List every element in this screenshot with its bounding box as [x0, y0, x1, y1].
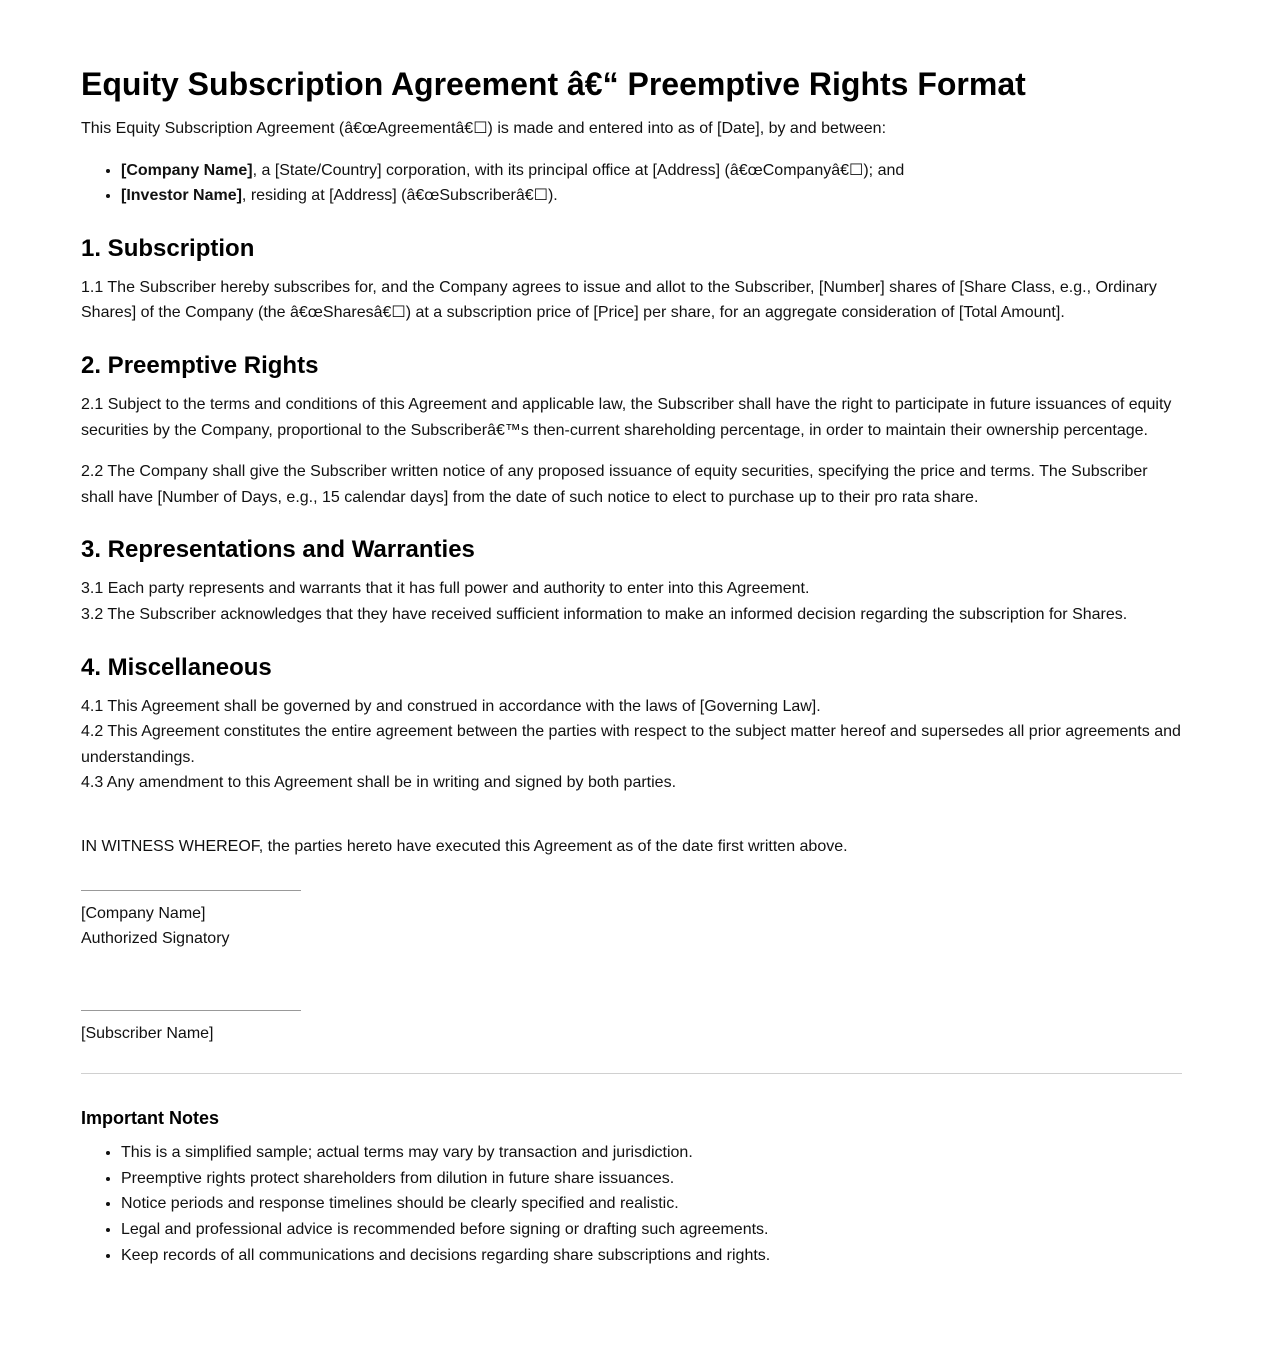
- clause-3-2: 3.2 The Subscriber acknowledges that they have received sufficient information to make an informed decision regarding the subscription for Shares.: [81, 605, 1128, 623]
- section-representations: [81, 534, 1182, 627]
- section-heading-subscription: 1. Subscription: [81, 234, 255, 262]
- note-item: • Keep records of all communications and decisions regarding share subscriptions and rights.: [121, 1243, 1182, 1269]
- clause-3-1: 3.1 Each party represents and warrants that it has full power and authority to enter into this Agreement.: [81, 580, 810, 598]
- party-company-details: , a [State/Country] corporation, with its principal office at [Address] (â€œCompanyâ€☐); and: [252, 161, 905, 179]
- parties-list: [81, 158, 1182, 209]
- notes-list: [81, 1140, 1182, 1268]
- party-item-investor: [121, 183, 1182, 209]
- section-heading-preemptive-rights: 2. Preemptive Rights: [81, 351, 319, 379]
- section-heading-representations: 3. Representations and Warranties: [81, 536, 475, 564]
- witness-statement: IN WITNESS WHEREOF, the parties hereto have executed this Agreement as of the date first written above.: [81, 837, 848, 855]
- clause-4-3: 4.3 Any amendment to this Agreement shall be in writing and signed by both parties.: [81, 774, 677, 792]
- note-item: • Notice periods and response timelines should be clearly specified and realistic.: [121, 1191, 1182, 1217]
- clause-4-1: 4.1 This Agreement shall be governed by and construed in accordance with the laws of [Governing Law].: [81, 697, 821, 715]
- clause-1-1: 1.1 The Subscriber hereby subscribes for, and the Company agrees to issue and allot to the Subscriber, [Number] shares of [Share Class, e.g., Ordinary Shares] of the Company (the â€œSharesâ€☐) at a subscription price of [Price] per share, for an aggregate consideration of [Total Amount].: [81, 278, 1157, 322]
- company-signature-block: [81, 890, 1182, 952]
- note-item: • Preemptive rights protect shareholders from dilution in future share issuances.: [121, 1166, 1182, 1192]
- company-signature-line: [81, 890, 301, 891]
- section-miscellaneous: [81, 652, 1182, 796]
- section-heading-miscellaneous: 4. Miscellaneous: [81, 653, 272, 681]
- section-subscription: [81, 233, 1182, 326]
- clause-2-2: 2.2 The Company shall give the Subscriber written notice of any proposed issuance of equity securities, specifying the price and terms. The Subscriber shall have [Number of Days, e.g., 15 calendar days] from the date of such notice to elect to purchase up to their pro rata share.: [81, 463, 1148, 506]
- clause-4-2: 4.2 This Agreement constitutes the entire agreement between the parties with respect to the subject matter hereof and supersedes all prior agreements and understandings.: [81, 723, 1181, 766]
- party-investor-name: [Investor Name]: [121, 187, 242, 205]
- notes-heading: Important Notes: [81, 1108, 220, 1129]
- party-investor-details: , residing at [Address] (â€œSubscriberâ€☐).: [241, 187, 558, 205]
- note-item: • Legal and professional advice is recommended before signing or drafting such agreements.: [121, 1217, 1182, 1243]
- subscriber-signature-line: [81, 1010, 301, 1011]
- document-title: Equity Subscription Agreement â€“ Preemptive Rights Format: [81, 66, 1026, 102]
- subscriber-signatory-name: [Subscriber Name]: [81, 1024, 214, 1042]
- company-signatory-role: Authorized Signatory: [81, 930, 230, 948]
- miscellaneous-clauses: [81, 694, 1182, 796]
- representations-clauses: [81, 576, 1182, 627]
- note-item: • This is a simplified sample; actual terms may vary by transaction and jurisdiction.: [121, 1140, 1182, 1166]
- section-preemptive-rights: [81, 350, 1182, 510]
- important-notes: [81, 1106, 1182, 1268]
- section-divider: [81, 1073, 1182, 1074]
- party-item-company: [121, 158, 1182, 184]
- party-company-name: [Company Name]: [121, 161, 253, 179]
- intro-paragraph: This Equity Subscription Agreement (â€œAgreementâ€☐) is made and entered into as of [Date], by and between:: [81, 120, 887, 137]
- subscriber-signature-block: [81, 1010, 1182, 1047]
- company-signatory-name: [Company Name]: [81, 904, 206, 922]
- clause-2-1: 2.1 Subject to the terms and conditions of this Agreement and applicable law, the Subscriber shall have the right to participate in future issuances of equity securities by the Company, proportional to the Subscriberâ€™s then-current shareholding percentage, in order to maintain their ownership percentage.: [81, 395, 1172, 439]
